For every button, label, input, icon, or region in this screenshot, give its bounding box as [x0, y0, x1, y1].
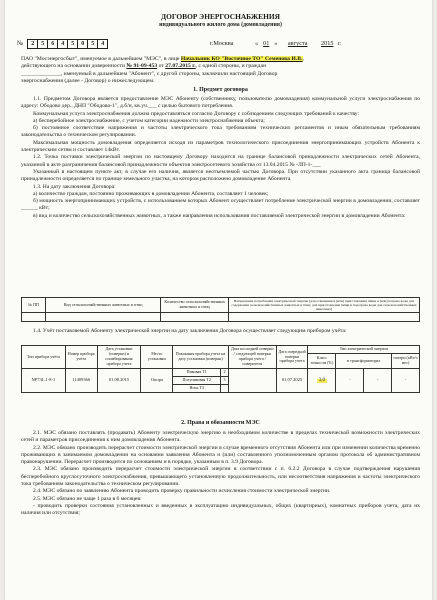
animals-table [21, 297, 420, 322]
clause-2-4: 2.4. МЭС обязано по заявлению Абонента проводить проверку правильности исчисления стоимости электрической энергии. [33, 488, 331, 495]
meter-header-losses: потери (кВт/ч мес) [392, 354, 420, 369]
animals-empty-cell [45, 313, 160, 322]
clause-boundary: Указанный в настоящем пункте акт, в случае его наличия, является неотъемлемой частью Договора. При отсутствии указанного акта граница балансовой принадлежности определяется по границе земельного участка, на котором расположено домовладение Абонента. [21, 168, 420, 183]
intro-other-party: , с одной стороны, и граждан [195, 63, 267, 70]
representative-name: Начальник КО "Восточное ТО" Семенова И.В. [180, 56, 303, 62]
clause-2-5-a: - проводить проверки состояния установленных и введенных в эксплуатацию индивидуальных, общих (квартирных), комнатных приборов учета, дата их наличия или отсутствия; [21, 502, 420, 517]
meter-class: 3,0 [318, 377, 326, 383]
clause-2-3: 2.3. МЭС обязано производить перерасчет стоимости электрической энергии в соответствии с п. 6.2.2 Договора в случае подтверждения нарушения бесперебойного круглосуточного электроснабжения, превышающего установленную продолжительность, или несоответствия напряжения и частоты электрического тока требованиям законодательства о техническом регулировании. [21, 466, 420, 488]
meter-header-calibration: Дата последней поверки / следующей поверки прибора учета / поверителя [228, 346, 276, 369]
city: г.Москва [210, 40, 234, 47]
date-suffix: г. [337, 40, 342, 47]
contract-date [255, 40, 341, 47]
document-title: ДОГОВОР ЭНЕРГОСНАБЖЕНИЯ [161, 12, 280, 21]
number-digit: 0 [78, 39, 88, 49]
section-2-title: 2. Права и обязанности МЭС [181, 420, 260, 426]
section-2 [21, 430, 420, 518]
meter-zone-label: Ночь Т3 [173, 385, 221, 393]
clause-max-power: Максимальная мощность домовладения определяется исходя из параметров технологического присоединения энергопринимающих устройств Абонента к электрическим сетям и составляет 14кВт. [21, 139, 420, 154]
intro-end: энергоснабжения (далее - Договор) о нижеследующем. [21, 77, 155, 84]
power-of-attorney-label: действующего на основании доверенности [21, 63, 127, 70]
number-digit: 5 [88, 39, 98, 49]
clause-quality-b: б) постоянное соответствие напряжения и частоты электрического тока требованиям технических регламентов и иным обязательным требованиям законодательства о техническом регулировании. [21, 125, 420, 139]
number-digit: 6 [48, 39, 58, 49]
document-subtitle: индивидуального жилого дома (домовладения) [159, 22, 282, 28]
meter-class-cell [308, 369, 336, 393]
meter-header-class: Класс точности (%) [308, 354, 336, 369]
date-quote-open: « [255, 40, 259, 47]
animals-header-usage: Направление потребления электрической энергии (для освещения и (или) приготовления пищи и (или) нагрева воды для содержания сельскохозяйственных животных и птиц; для приготовления пищи и подогрева воды для сельскохозяйственных животных) [228, 298, 419, 313]
clause-1-2: 1.2. Точка поставки электрической энергии по настоящему Договору находится на границе балансовой принадлежности электрических сетей Абонента, указанной в акте разграничения балансовой принадлежности объектов электросетевого хозяйства от 13.04.2015 № -ЛП-1-___ [21, 154, 420, 168]
section-1 [21, 96, 420, 220]
intro [21, 56, 420, 85]
intro-party: ПАО "Мосэнергосбыт", именуемое в дальнейшем "МЭС", в лице [21, 56, 181, 62]
clause-1-4: 1.4. Учёт поставляемой Абоненту электрической энергии на дату заключения Договора осуществляет следующим прибором учёта: [33, 328, 347, 334]
clause-2-1: 2.1. МЭС обязано поставлять (продавать) Абоненту электрическую энергию в необходимом количестве в пределах технической возможности электрических сетей и параметров присоединения к ним домовладения Абонента. [21, 430, 420, 444]
power-of-attorney-number: № 91-09-453 [126, 63, 158, 70]
animals-header-num: № ПП [22, 298, 46, 313]
meter-place: Опора [141, 369, 173, 393]
clause-2-5: 2.5. МЭС обязано не чаще 1 раза в 6 месяцев: [33, 495, 142, 502]
clause-quality: Коммунальная услуга электроснабжения должна предоставляться согласно Договору с соблюдением следующих требований к качеству: [33, 110, 360, 117]
meter-header-energy: Тип электрической энергии [308, 346, 420, 354]
meter-losses: - [392, 369, 420, 393]
clause-1-1: 1.1. Предметом Договора является предоставление МЭС Абоненту (собственнику, пользователю домовладения) коммунальной услуги электроснабжения по адресу: Ободово дер., ДНП "Ободово-1", д.б/н, кв.уч.___ с целью бытового потребления. [21, 96, 420, 110]
meter-calibration-date [228, 369, 276, 393]
clause-quality-a: а) бесперебойное электроснабжение, с учетом категории надежности электроснабжения объекта; [33, 117, 265, 124]
section-1-title: 1. Предмет договора [193, 87, 248, 93]
date-year: 2015 [321, 40, 334, 47]
meter-zone-label: Полупиковая Т2 [173, 377, 221, 385]
contract-page [5, 0, 432, 600]
power-of-attorney-from: от [157, 63, 166, 70]
clause-1-3: 1.3. На дату заключения Договора: [33, 183, 116, 190]
animals-empty-cell [22, 313, 46, 322]
meter-header-type: Тип прибора учёта [22, 346, 66, 369]
date-month: августа [287, 40, 308, 47]
meter-install-date: 01.08.2015 [97, 369, 141, 393]
contract-number [17, 39, 108, 49]
meter-header-place: Место установки [141, 346, 173, 369]
meter-header-next-check: Дата очередной поверки прибора учета [276, 346, 308, 369]
meter-header-date: Дата установки (поверки) и пломбирования прибора учета [97, 346, 141, 369]
animals-empty-cell [228, 313, 419, 322]
number-digit: 2 [27, 39, 38, 49]
meter-zone-label: Пиковая Т1 [173, 369, 221, 377]
date-quote-close: » [274, 40, 278, 47]
meter-zone-value: 3 [221, 377, 229, 385]
clause-1-3-c: в) вид и количество сельскохозяйственных животных, а также направления использования поставляемой электрической энергии в домовладении Абонента: [33, 212, 406, 219]
intro-subscriber: ______________, именуемый в дальнейшем "Абонент", с другой стороны, заключили настоящий Договор [21, 70, 278, 77]
intro-comma: , [302, 56, 304, 62]
date-day: 01 [263, 40, 270, 47]
meter-zone-value: 2 [221, 369, 229, 377]
animals-header-kind: Вид сельскохозяйственных животных и птиц [45, 298, 160, 313]
number-digit: 4 [98, 39, 108, 49]
meter-header-tt: в трансформаторах [336, 354, 392, 369]
clause-1-3-b: б) мощность энергопринимающих устройств, с использованием которых Абонент осуществляет потребление электрической энергии в домовладении, составляет ______ кВт; [21, 198, 420, 212]
meter-zone-value [221, 385, 229, 393]
number-label: № [17, 40, 24, 48]
meter-header-number: Номер прибора учёта [65, 346, 97, 369]
clause-2-2: 2.2. МЭС обязано производить перерасчет стоимости электрической энергии в случае временного отсутствия Абонента или при изменении количества временно проживающих в занимаемом домовладении на основании заявления Абонента и (или) составленного уполномоченным органом протокола об административном правонарушении. Перерасчет производится по основаниям и в порядке, указанным в п. 3.9 Договора. [21, 444, 420, 466]
meter-next-check-date: 01.07.2025 [276, 369, 308, 393]
meter-type: NP73L.1-8-1 [22, 369, 66, 393]
clause-1-4-block [21, 328, 420, 335]
animals-empty-cell [161, 313, 229, 322]
number-digit: 4 [58, 39, 68, 49]
clause-1-3-a: а) количество граждан, постоянно проживающих в домовладении Абонента, составляет 1 человек; [33, 190, 269, 197]
power-of-attorney-date: 27.07.2015 г. [165, 63, 196, 70]
meter-header-readings: Показания прибора учета на дату установки (поверки) [173, 346, 229, 369]
animals-header-count: Количество сельскохозяйственных животных и птиц [161, 298, 229, 313]
number-digit: 5 [68, 39, 78, 49]
meter-number: 11409366 [65, 369, 97, 393]
meter-tt-1: - [336, 369, 364, 393]
number-digit: 5 [38, 39, 48, 49]
meter-tt-2: - [364, 369, 392, 393]
meter-table [21, 345, 420, 393]
